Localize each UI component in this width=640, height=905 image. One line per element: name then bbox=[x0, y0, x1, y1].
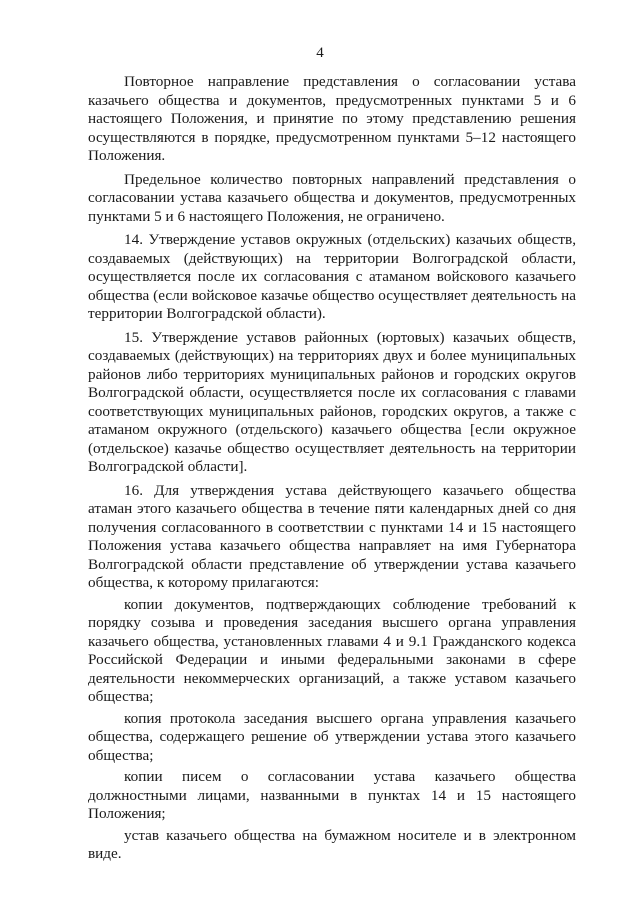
paragraph-repeat-submission: Повторное направление представления о согласовании устава казачьего общества и документов, предусмотренных пунктами 5 и 6 настоящего Положения, и принятие по этому представлению решения осуществляются в порядке, предусмотренном пунктами 5–12 настоящего Положения. bbox=[88, 73, 576, 164]
page-number: 4 bbox=[316, 45, 324, 61]
paragraph-item-14: 14. Утверждение уставов окружных (отдельских) казачьих обществ, создаваемых (действующих) на территории Волгоградской области, осуществляется после их согласования с атаманом войскового казачьего общества (если войсковое казачье общество осуществляет деятельность на территории Волгоградской области). bbox=[88, 231, 576, 322]
list-item-letters-copies: копии писем о согласовании устава казачьего общества должностными лицами, названными в пунктах 14 и 15 настоящего Положения; bbox=[88, 768, 576, 822]
document-body bbox=[88, 73, 576, 867]
paragraph-item-16: 16. Для утверждения устава действующего казачьего общества атаман этого казачьего общества в течение пяти календарных дней со дня получения согласованного в соответствии с пунктами 14 и 15 настоящего Положения устава казачьего общества направляет на имя Губернатора Волгоградской области представление об утверждении устава казачьего общества, к которому прилагаются: bbox=[88, 481, 576, 591]
paragraph-item-15: 15. Утверждение уставов районных (юртовых) казачьих обществ, создаваемых (действующих) на территориях двух и более муниципальных районов либо территориях муниципальных районов и городских округов Волгоградской области, осуществляется после их согласования с главами соответствующих муниципальных районов, городских округов, а также с атаманом окружного (отдельского) казачьего общества [если окружное (отдельское) казачье общество осуществляет деятельность на территории Волгоградской области]. bbox=[88, 328, 576, 475]
list-item-protocol-copy: копия протокола заседания высшего органа управления казачьего общества, содержащего решение об утверждении устава этого казачьего общества; bbox=[88, 709, 576, 764]
paragraph-submission-limit: Предельное количество повторных направлений представления о согласовании устава казачьего общества и документов, предусмотренных пунктами 5 и 6 настоящего Положения, не ограничено. bbox=[88, 170, 576, 225]
list-item-documents-copies: копии документов, подтверждающих соблюдение требований к порядку созыва и проведения заседания высшего органа управления казачьего общества, установленных главами 4 и 9.1 Гражданского кодекса Российской Федерации и иными федеральными законами в сфере деятельности некоммерческих организаций, а также уставом казачьего общества; bbox=[88, 595, 576, 705]
list-item-charter: устав казачьего общества на бумажном носителе и в электронном виде. bbox=[88, 826, 576, 862]
